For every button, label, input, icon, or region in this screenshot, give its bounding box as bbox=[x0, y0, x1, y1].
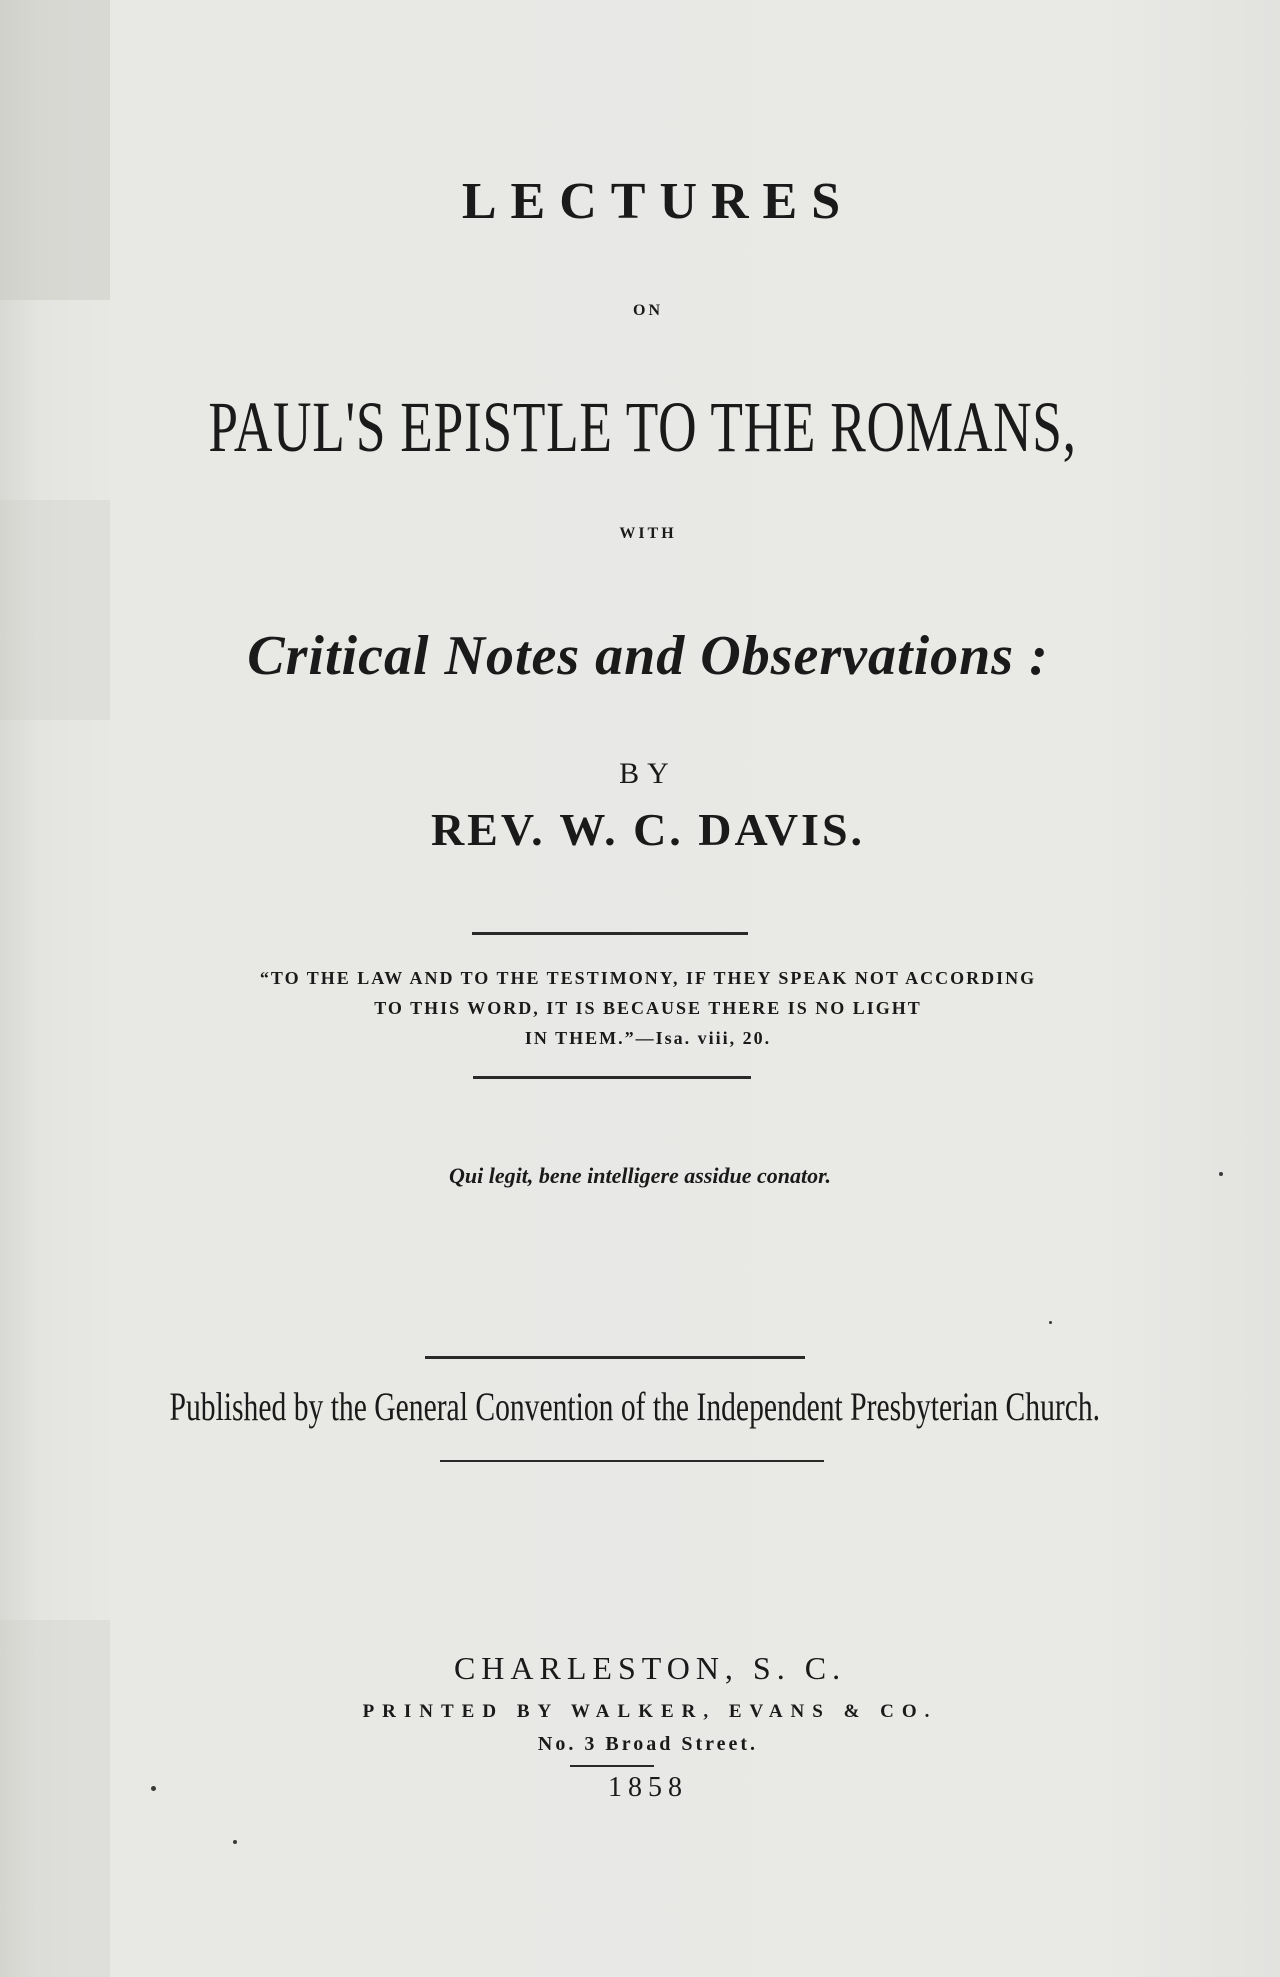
epigraph-line: “TO THE LAW AND TO THE TESTIMONY, IF THEY SPEAK NOT ACCORDING bbox=[259, 968, 1037, 988]
imprint-address: No. 3 Broad Street. bbox=[537, 1733, 759, 1755]
title-word: LECTURES bbox=[461, 173, 855, 230]
subtitle: Critical Notes and Observations : bbox=[247, 625, 1049, 687]
divider-rule bbox=[473, 1076, 751, 1079]
latin-motto: Qui legit, bene intelligere assidue conator. bbox=[449, 1163, 831, 1188]
paper-edge-stain bbox=[0, 0, 110, 300]
divider-rule bbox=[425, 1356, 805, 1359]
author-name: REV. W. C. DAVIS. bbox=[430, 804, 866, 855]
on-label: ON bbox=[633, 302, 663, 319]
paper-speck bbox=[233, 1840, 237, 1844]
paper-speck bbox=[1219, 1172, 1223, 1176]
divider-rule bbox=[440, 1460, 824, 1462]
imprint-printer: PRINTED BY WALKER, EVANS & CO. bbox=[362, 1701, 938, 1722]
divider-rule bbox=[570, 1765, 654, 1767]
paper-speck bbox=[1049, 1321, 1052, 1324]
publisher-note: Published by the General Convention of the Independent Presbyterian Church. bbox=[169, 1384, 1101, 1429]
epigraph-line: IN THEM.”—Isa. viii, 20. bbox=[524, 1028, 772, 1048]
imprint-city: CHARLESTON, S. C. bbox=[453, 1650, 847, 1686]
main-title: PAUL'S EPISTLE TO THE ROMANS, bbox=[208, 387, 1077, 467]
divider-rule bbox=[472, 932, 748, 935]
with-label: WITH bbox=[619, 525, 677, 542]
by-label: BY bbox=[619, 757, 677, 790]
paper-speck bbox=[151, 1786, 156, 1791]
epigraph-line: TO THIS WORD, IT IS BECAUSE THERE IS NO LIGHT bbox=[374, 998, 922, 1018]
imprint-year: 1858 bbox=[608, 1772, 688, 1803]
